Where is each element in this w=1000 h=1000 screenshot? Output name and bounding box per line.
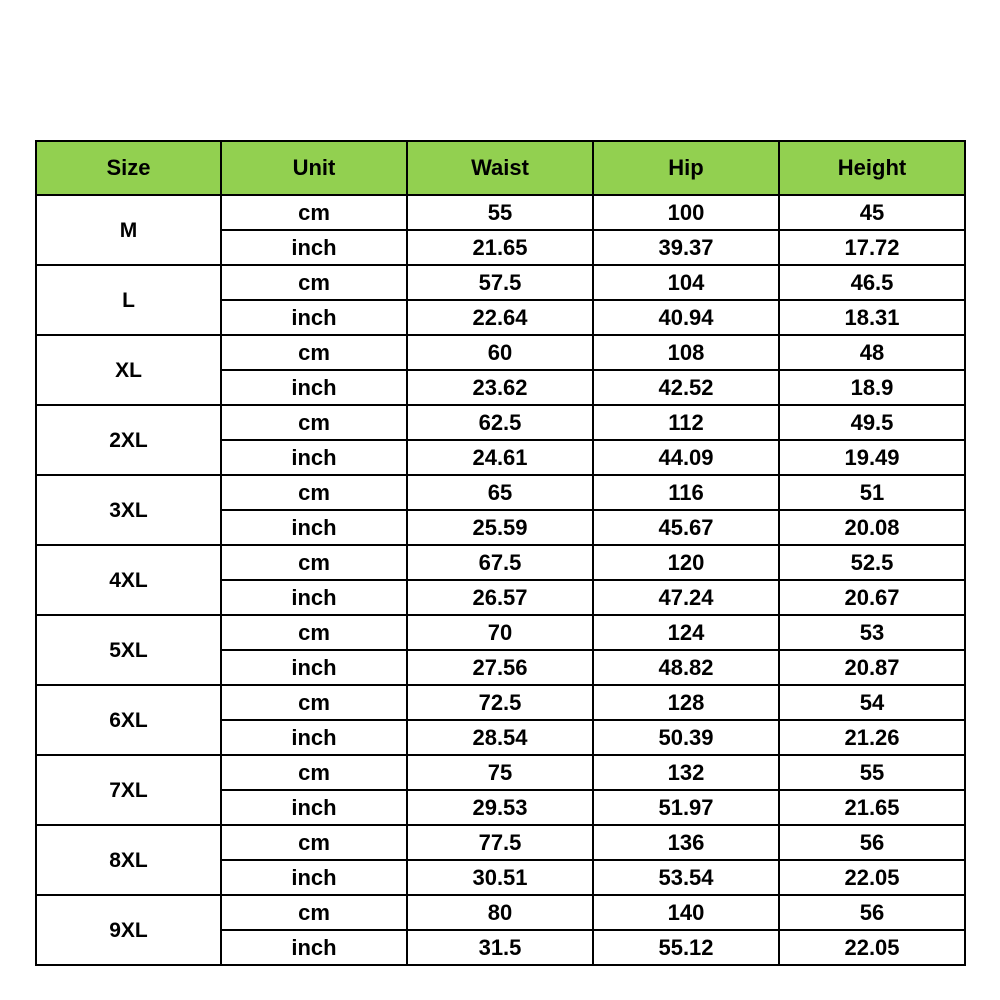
table-row — [36, 335, 965, 370]
hip-inch-cell: 45.67 — [593, 510, 779, 545]
height-cm-cell: 53 — [779, 615, 965, 650]
header-unit: Unit — [221, 141, 407, 195]
height-inch-cell: 21.26 — [779, 720, 965, 755]
unit-cm-cell: cm — [221, 895, 407, 930]
unit-inch-cell: inch — [221, 510, 407, 545]
waist-cm-cell: 55 — [407, 195, 593, 230]
waist-cm-cell: 62.5 — [407, 405, 593, 440]
unit-inch-cell: inch — [221, 300, 407, 335]
height-inch-cell: 20.67 — [779, 580, 965, 615]
unit-cm-cell: cm — [221, 545, 407, 580]
waist-inch-cell: 21.65 — [407, 230, 593, 265]
hip-inch-cell: 47.24 — [593, 580, 779, 615]
header-hip: Hip — [593, 141, 779, 195]
hip-cm-cell: 128 — [593, 685, 779, 720]
unit-inch-cell: inch — [221, 790, 407, 825]
hip-inch-cell: 39.37 — [593, 230, 779, 265]
hip-inch-cell: 40.94 — [593, 300, 779, 335]
unit-cm-cell: cm — [221, 195, 407, 230]
table-header-row — [36, 141, 965, 195]
hip-cm-cell: 120 — [593, 545, 779, 580]
waist-inch-cell: 26.57 — [407, 580, 593, 615]
unit-cm-cell: cm — [221, 685, 407, 720]
unit-inch-cell: inch — [221, 370, 407, 405]
height-cm-cell: 54 — [779, 685, 965, 720]
unit-cm-cell: cm — [221, 825, 407, 860]
hip-inch-cell: 42.52 — [593, 370, 779, 405]
unit-cm-cell: cm — [221, 335, 407, 370]
hip-inch-cell: 55.12 — [593, 930, 779, 965]
height-cm-cell: 46.5 — [779, 265, 965, 300]
size-label-cell: 4XL — [36, 545, 221, 615]
height-inch-cell: 21.65 — [779, 790, 965, 825]
height-inch-cell: 19.49 — [779, 440, 965, 475]
hip-cm-cell: 100 — [593, 195, 779, 230]
waist-inch-cell: 25.59 — [407, 510, 593, 545]
height-cm-cell: 48 — [779, 335, 965, 370]
hip-inch-cell: 44.09 — [593, 440, 779, 475]
hip-cm-cell: 116 — [593, 475, 779, 510]
unit-cm-cell: cm — [221, 615, 407, 650]
size-label-cell: 3XL — [36, 475, 221, 545]
hip-cm-cell: 108 — [593, 335, 779, 370]
height-cm-cell: 52.5 — [779, 545, 965, 580]
table-row — [36, 195, 965, 230]
height-inch-cell: 20.08 — [779, 510, 965, 545]
hip-inch-cell: 53.54 — [593, 860, 779, 895]
unit-inch-cell: inch — [221, 720, 407, 755]
hip-cm-cell: 112 — [593, 405, 779, 440]
unit-inch-cell: inch — [221, 650, 407, 685]
size-label-cell: 8XL — [36, 825, 221, 895]
height-inch-cell: 22.05 — [779, 860, 965, 895]
size-label-cell: M — [36, 195, 221, 265]
unit-cm-cell: cm — [221, 265, 407, 300]
size-label-cell: 7XL — [36, 755, 221, 825]
waist-inch-cell: 30.51 — [407, 860, 593, 895]
height-cm-cell: 56 — [779, 825, 965, 860]
height-cm-cell: 55 — [779, 755, 965, 790]
table-row — [36, 475, 965, 510]
header-waist: Waist — [407, 141, 593, 195]
size-label-cell: L — [36, 265, 221, 335]
height-inch-cell: 22.05 — [779, 930, 965, 965]
waist-inch-cell: 23.62 — [407, 370, 593, 405]
height-cm-cell: 49.5 — [779, 405, 965, 440]
unit-cm-cell: cm — [221, 755, 407, 790]
waist-cm-cell: 67.5 — [407, 545, 593, 580]
unit-inch-cell: inch — [221, 580, 407, 615]
waist-inch-cell: 22.64 — [407, 300, 593, 335]
unit-cm-cell: cm — [221, 405, 407, 440]
waist-cm-cell: 77.5 — [407, 825, 593, 860]
hip-inch-cell: 48.82 — [593, 650, 779, 685]
size-label-cell: 5XL — [36, 615, 221, 685]
table-row — [36, 265, 965, 300]
hip-cm-cell: 124 — [593, 615, 779, 650]
table-body — [36, 195, 965, 965]
waist-inch-cell: 29.53 — [407, 790, 593, 825]
waist-inch-cell: 31.5 — [407, 930, 593, 965]
unit-cm-cell: cm — [221, 475, 407, 510]
hip-inch-cell: 50.39 — [593, 720, 779, 755]
height-cm-cell: 51 — [779, 475, 965, 510]
height-inch-cell: 18.31 — [779, 300, 965, 335]
waist-cm-cell: 65 — [407, 475, 593, 510]
table-row — [36, 405, 965, 440]
unit-inch-cell: inch — [221, 860, 407, 895]
unit-inch-cell: inch — [221, 930, 407, 965]
hip-inch-cell: 51.97 — [593, 790, 779, 825]
height-inch-cell: 20.87 — [779, 650, 965, 685]
hip-cm-cell: 104 — [593, 265, 779, 300]
size-chart-table — [35, 140, 966, 966]
header-height: Height — [779, 141, 965, 195]
height-inch-cell: 18.9 — [779, 370, 965, 405]
size-label-cell: XL — [36, 335, 221, 405]
hip-cm-cell: 140 — [593, 895, 779, 930]
table-row — [36, 755, 965, 790]
size-label-cell: 2XL — [36, 405, 221, 475]
header-size: Size — [36, 141, 221, 195]
table-row — [36, 895, 965, 930]
table-row — [36, 545, 965, 580]
table-row — [36, 685, 965, 720]
height-inch-cell: 17.72 — [779, 230, 965, 265]
hip-cm-cell: 136 — [593, 825, 779, 860]
table-row — [36, 825, 965, 860]
waist-cm-cell: 72.5 — [407, 685, 593, 720]
size-label-cell: 6XL — [36, 685, 221, 755]
unit-inch-cell: inch — [221, 440, 407, 475]
height-cm-cell: 56 — [779, 895, 965, 930]
waist-cm-cell: 60 — [407, 335, 593, 370]
table-row — [36, 615, 965, 650]
waist-cm-cell: 57.5 — [407, 265, 593, 300]
height-cm-cell: 45 — [779, 195, 965, 230]
size-label-cell: 9XL — [36, 895, 221, 965]
waist-inch-cell: 27.56 — [407, 650, 593, 685]
hip-cm-cell: 132 — [593, 755, 779, 790]
waist-inch-cell: 24.61 — [407, 440, 593, 475]
waist-cm-cell: 80 — [407, 895, 593, 930]
unit-inch-cell: inch — [221, 230, 407, 265]
waist-inch-cell: 28.54 — [407, 720, 593, 755]
waist-cm-cell: 70 — [407, 615, 593, 650]
waist-cm-cell: 75 — [407, 755, 593, 790]
